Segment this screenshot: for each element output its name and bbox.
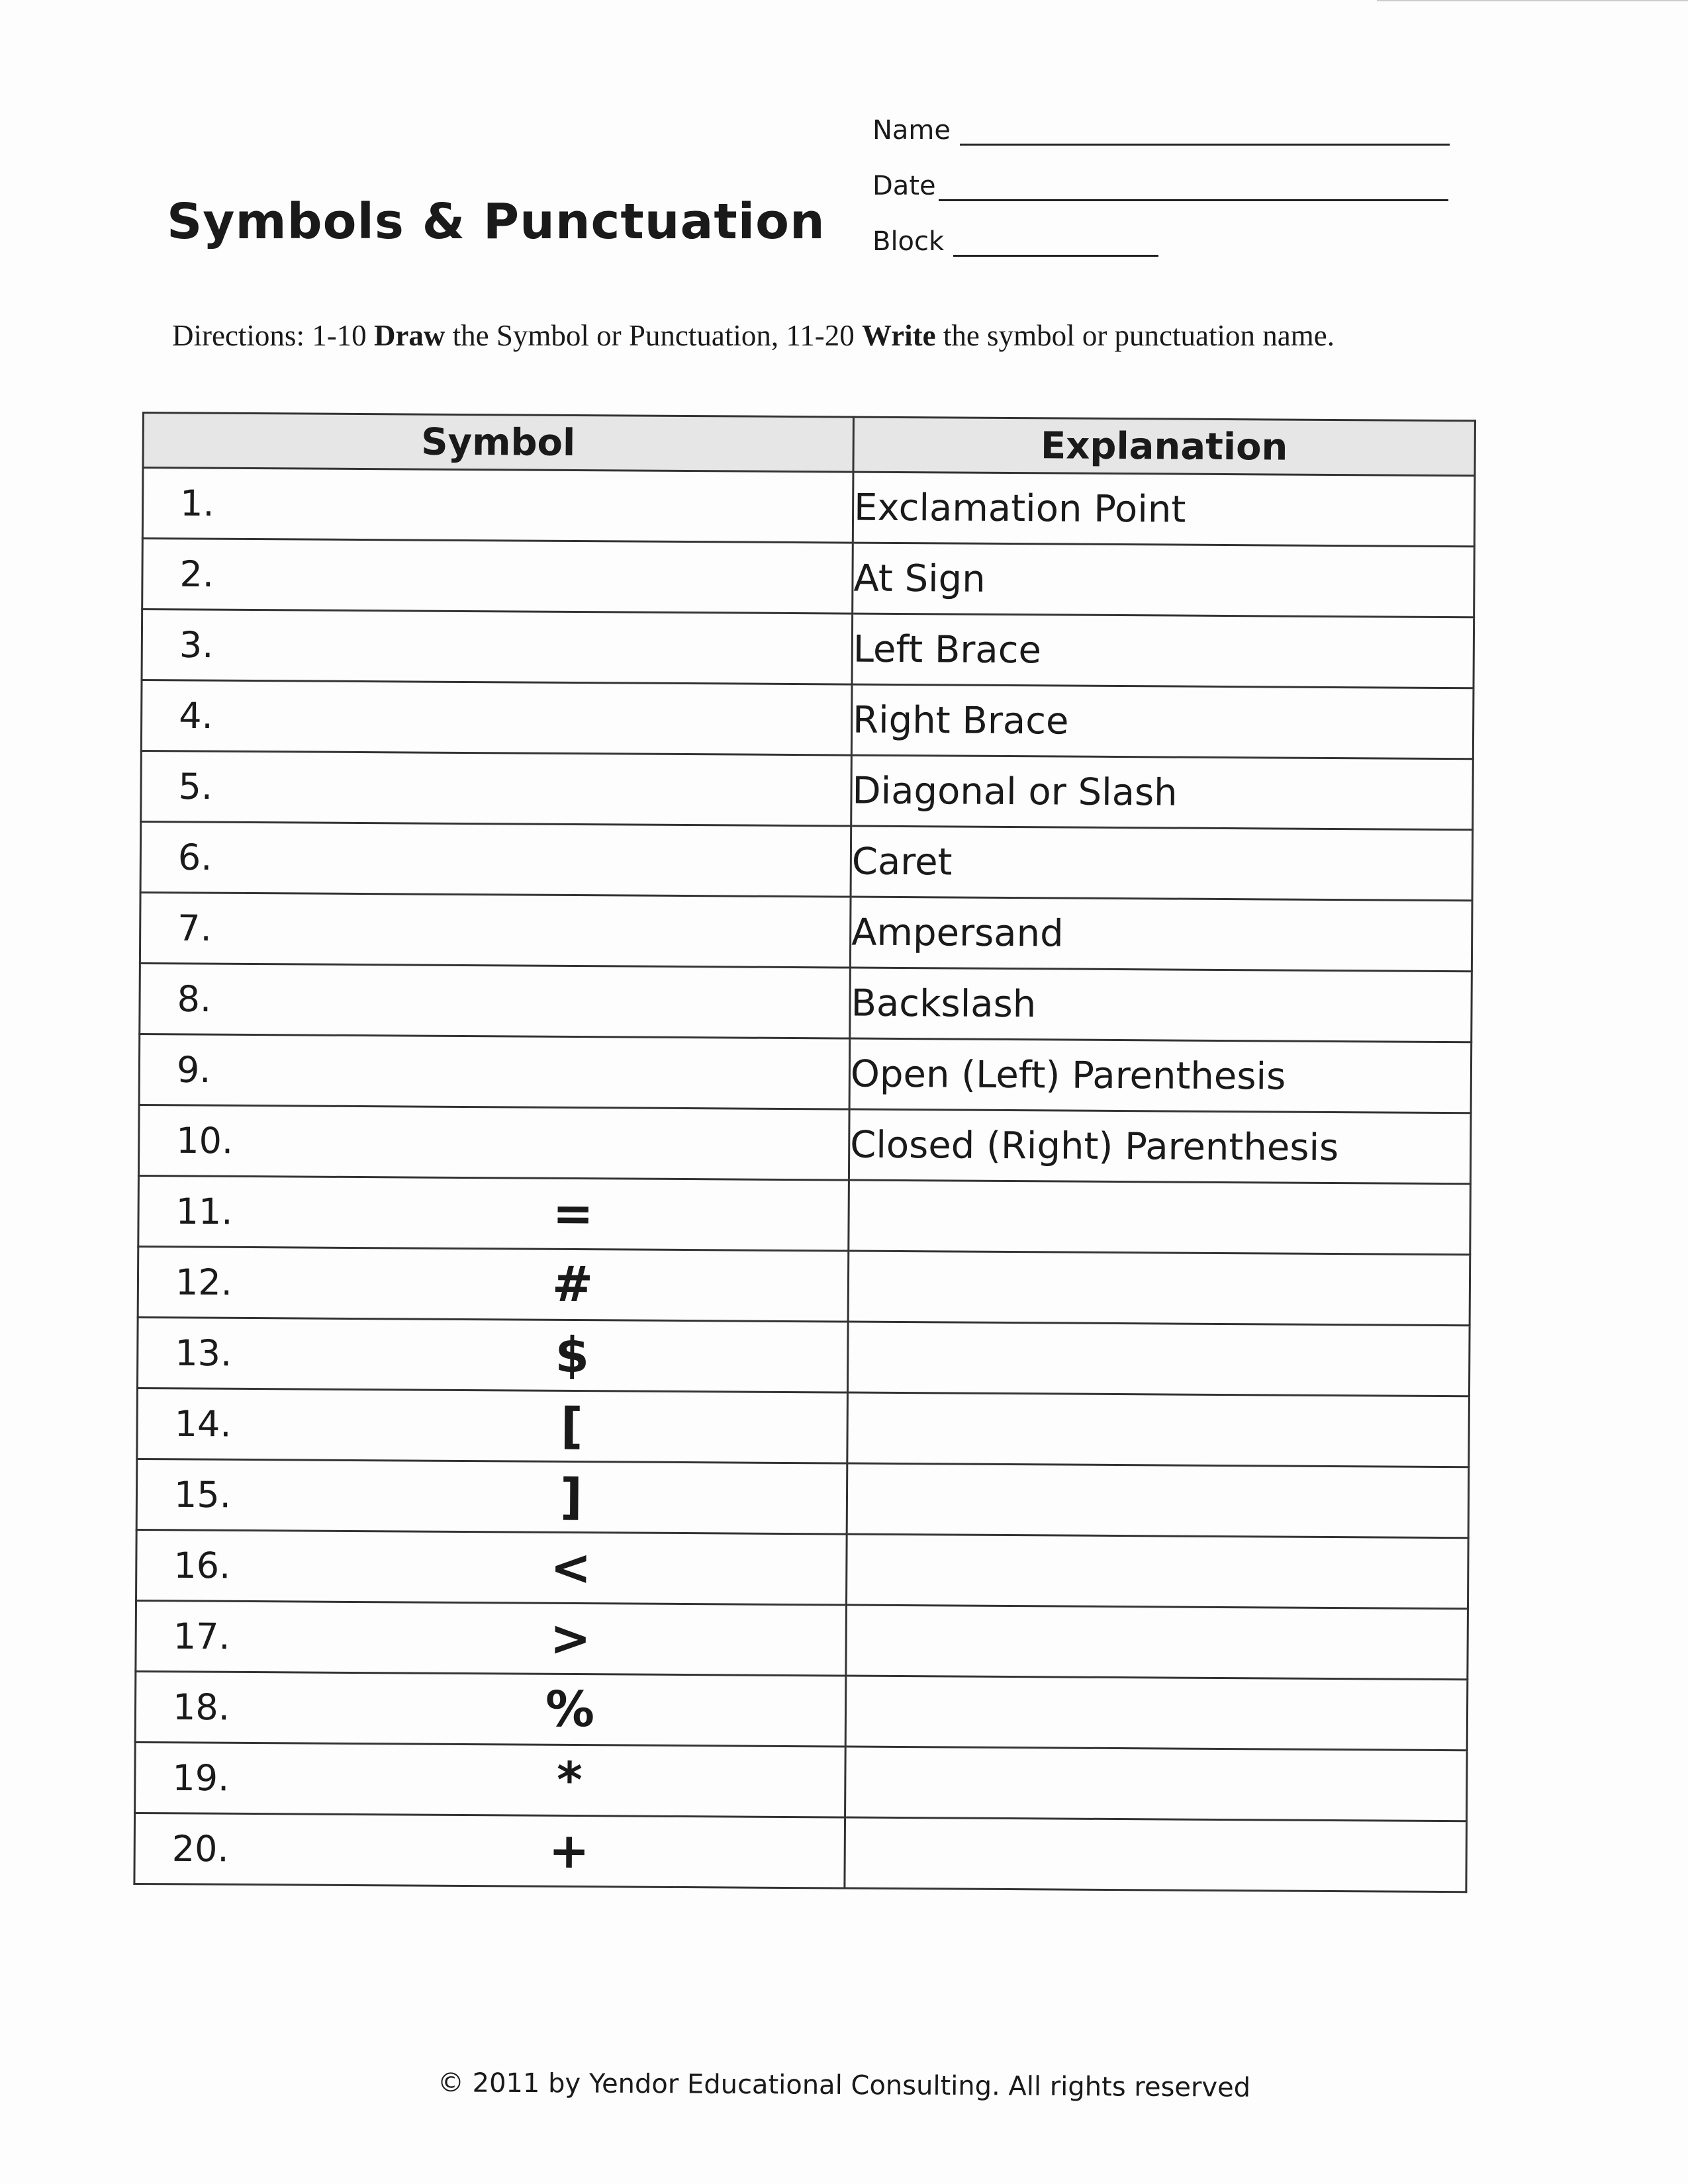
symbol-cell[interactable] [134, 1813, 845, 1888]
row-number: 6. [177, 836, 212, 879]
symbol-cell[interactable] [141, 751, 852, 826]
symbol-cell[interactable] [140, 963, 851, 1038]
table-row [141, 751, 1474, 829]
row-number: 2. [179, 553, 214, 596]
explanation-cell[interactable]: Closed (Right) Parenthesis [849, 1109, 1471, 1184]
explanation-column-header: Explanation [853, 417, 1475, 476]
row-number: 18. [172, 1686, 230, 1729]
explanation-cell[interactable] [847, 1463, 1469, 1538]
date-label: Date [872, 171, 936, 201]
table-row [140, 963, 1472, 1042]
table-row [142, 610, 1474, 688]
table-body [134, 468, 1475, 1892]
symbol-cell[interactable] [138, 1175, 849, 1251]
table-row [139, 1034, 1472, 1113]
explanation-cell[interactable] [847, 1392, 1470, 1467]
date-field [872, 155, 1448, 201]
row-number: 16. [173, 1544, 231, 1587]
symbol-glyph [141, 999, 849, 1003]
date-line[interactable] [939, 167, 1448, 201]
symbol-cell[interactable] [141, 680, 852, 756]
symbol-glyph: < [550, 1539, 592, 1597]
symbol-glyph: [ [560, 1397, 583, 1455]
explanation-cell[interactable]: At Sign [853, 543, 1475, 617]
symbol-glyph: + [548, 1822, 590, 1880]
row-number: 11. [175, 1190, 233, 1233]
symbol-cell[interactable] [140, 892, 851, 968]
directions [172, 316, 1417, 355]
table-row [136, 1459, 1469, 1537]
directions-write: Write [861, 319, 936, 352]
explanation-cell[interactable]: Backslash [850, 968, 1472, 1042]
directions-mid: the Symbol or Punctuation, 11-20 [445, 319, 862, 352]
table-row [142, 468, 1475, 547]
row-number: 15. [173, 1473, 232, 1516]
symbol-column-header: Symbol [143, 413, 853, 473]
symbol-cell[interactable] [136, 1459, 847, 1534]
row-number: 14. [174, 1402, 232, 1445]
directions-suffix: the symbol or punctuation name. [935, 319, 1335, 352]
row-number: 1. [179, 482, 214, 525]
table-row [134, 1813, 1467, 1891]
name-field [872, 99, 1450, 146]
symbol-glyph [141, 928, 849, 933]
table-row [135, 1742, 1468, 1821]
table-header-row [143, 413, 1475, 476]
table-row [140, 821, 1473, 900]
page-title: Symbols & Punctuation [167, 193, 825, 250]
symbol-cell[interactable] [136, 1600, 847, 1676]
symbol-cell[interactable] [142, 468, 853, 543]
scan-edge [1377, 0, 1688, 7]
table-row [138, 1105, 1471, 1183]
explanation-cell[interactable] [845, 1817, 1467, 1892]
explanation-cell[interactable]: Open (Left) Parenthesis [849, 1038, 1472, 1113]
explanation-cell[interactable]: Caret [851, 826, 1473, 901]
symbol-glyph [142, 786, 851, 791]
row-number: 12. [175, 1261, 233, 1304]
directions-prefix: Directions: 1-10 [172, 319, 374, 352]
symbol-glyph: % [545, 1680, 595, 1739]
table-row [136, 1529, 1469, 1608]
row-number: 19. [172, 1756, 230, 1799]
symbol-glyph: > [549, 1610, 591, 1668]
explanation-cell[interactable] [848, 1251, 1470, 1326]
explanation-cell[interactable] [849, 1180, 1471, 1255]
copyright-footer: © 2011 by Yendor Educational Consulting. All rights reserved [437, 2068, 1251, 2103]
symbol-glyph: * [556, 1751, 583, 1809]
symbol-glyph [143, 645, 851, 649]
symbol-glyph: = [552, 1185, 594, 1243]
symbol-cell[interactable] [136, 1529, 847, 1605]
symbol-glyph [142, 715, 851, 720]
directions-draw: Draw [373, 319, 445, 352]
symbol-cell[interactable] [139, 1034, 850, 1109]
table-row [138, 1246, 1470, 1325]
name-line[interactable] [960, 112, 1450, 146]
row-number: 13. [175, 1332, 232, 1375]
symbol-glyph: ] [559, 1468, 583, 1526]
block-line[interactable] [953, 223, 1158, 257]
table-row [137, 1317, 1470, 1396]
symbol-glyph: $ [555, 1326, 590, 1385]
symbol-cell[interactable] [135, 1671, 846, 1747]
block-field [872, 210, 1158, 257]
symbol-glyph [144, 503, 852, 508]
symbol-cell[interactable] [142, 539, 853, 614]
row-number: 8. [177, 978, 212, 1021]
symbol-glyph [142, 857, 850, 862]
symbol-cell[interactable] [138, 1105, 849, 1180]
explanation-cell[interactable] [845, 1676, 1468, 1751]
explanation-cell[interactable]: Ampersand [850, 897, 1472, 972]
table-row [141, 680, 1474, 759]
symbol-glyph: # [551, 1255, 594, 1314]
row-number: 4. [179, 694, 213, 737]
table-row [135, 1671, 1468, 1750]
symbol-glyph [140, 1140, 848, 1145]
explanation-cell[interactable]: Diagonal or Slash [851, 755, 1474, 830]
row-number: 9. [176, 1048, 211, 1091]
explanation-cell[interactable] [845, 1747, 1468, 1821]
explanation-cell[interactable]: Left Brace [852, 614, 1474, 688]
explanation-cell[interactable]: Right Brace [851, 684, 1474, 759]
row-number: 3. [179, 623, 214, 666]
symbol-cell[interactable] [135, 1742, 846, 1817]
explanation-cell[interactable] [846, 1605, 1468, 1680]
block-label: Block [872, 226, 945, 257]
symbol-cell[interactable] [138, 1246, 849, 1322]
symbol-cell[interactable] [137, 1317, 848, 1392]
table-row [140, 892, 1472, 971]
symbol-glyph [144, 574, 852, 578]
worksheet-table [133, 412, 1476, 1893]
table-row [138, 1175, 1471, 1254]
explanation-cell[interactable]: Exclamation Point [853, 472, 1475, 547]
symbol-cell[interactable] [142, 610, 853, 685]
row-number: 20. [171, 1827, 229, 1870]
table-row [142, 539, 1475, 617]
symbol-cell[interactable] [140, 821, 851, 897]
row-number: 17. [173, 1615, 230, 1658]
symbol-glyph [140, 1069, 849, 1074]
explanation-cell[interactable] [847, 1322, 1470, 1396]
row-number: 7. [177, 907, 212, 950]
row-number: 10. [176, 1119, 234, 1162]
symbol-cell[interactable] [137, 1388, 848, 1463]
explanation-cell[interactable] [847, 1534, 1469, 1609]
name-label: Name [872, 115, 951, 146]
table-row [136, 1600, 1468, 1679]
row-number: 5. [178, 765, 213, 808]
table-row [137, 1388, 1470, 1467]
